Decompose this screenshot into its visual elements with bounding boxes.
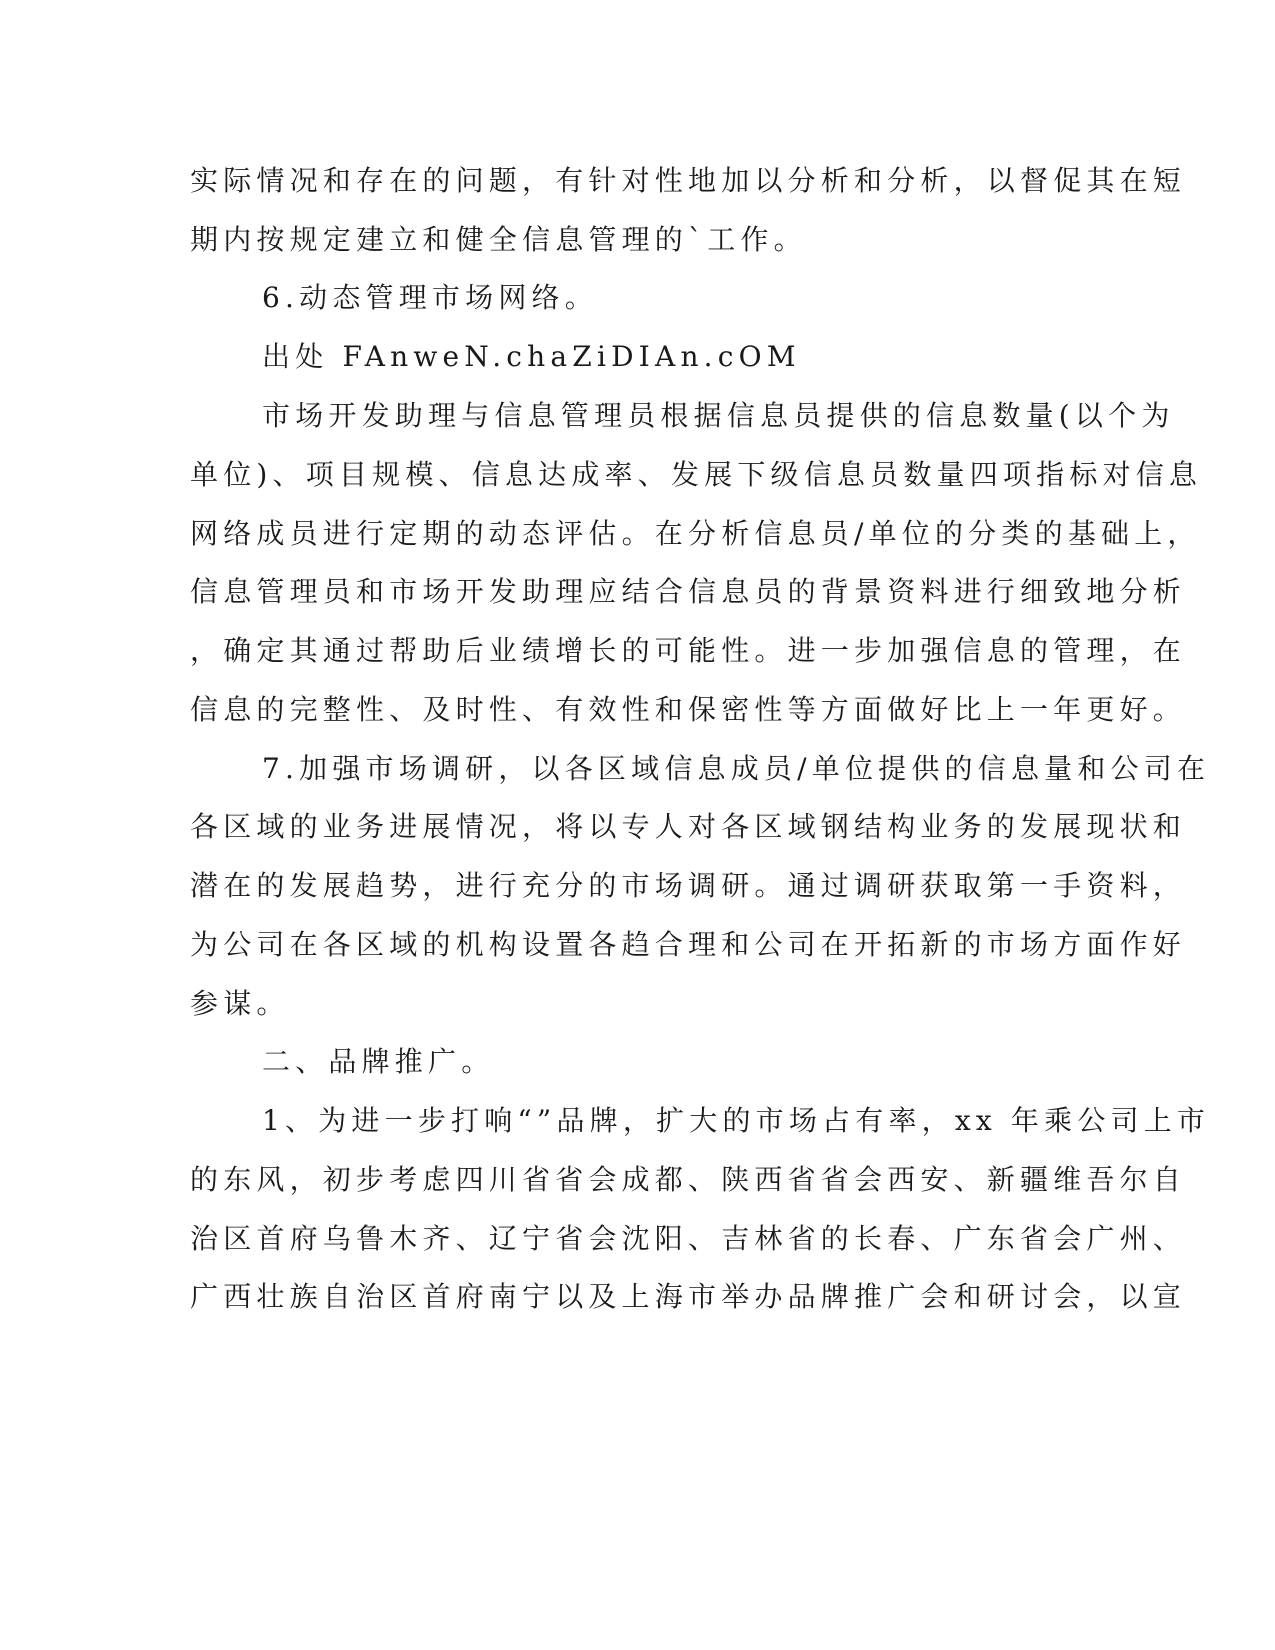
text-line: 1、为进一步打响“”品牌，扩大的市场占有率，xx 年乘公司上市 — [262, 1104, 1211, 1137]
text-line: 信息的完整性、及时性、有效性和保密性等方面做好比上一年更好。 — [190, 693, 1187, 726]
source-line: 出处 FAnweN.chaZiDIAn.cOM — [262, 340, 801, 373]
text-line: 实际情况和存在的问题，有针对性地加以分析和分析，以督促其在短 — [190, 164, 1187, 197]
section-heading: 6.动态管理市场网络。 — [262, 281, 598, 314]
text-line: 期内按规定建立和健全信息管理的`工作。 — [190, 223, 807, 256]
text-line: 的东风，初步考虑四川省省会成都、陕西省省会西安、新疆维吾尔自 — [190, 1163, 1187, 1196]
text-line: 单位)、项目规模、信息达成率、发展下级信息员数量四项指标对信息 — [190, 458, 1203, 491]
text-line: 市场开发助理与信息管理员根据信息员提供的信息数量(以个为 — [262, 399, 1175, 432]
text-line: 潜在的发展趋势，进行充分的市场调研。通过调研获取第一手资料， — [190, 869, 1187, 902]
text-line: 信息管理员和市场开发助理应结合信息员的背景资料进行细致地分析 — [190, 575, 1187, 608]
text-line: ，确定其通过帮助后业绩增长的可能性。进一步加强信息的管理，在 — [190, 634, 1187, 667]
text-line: 7.加强市场调研，以各区域信息成员/单位提供的信息量和公司在 — [262, 752, 1211, 785]
text-line: 治区首府乌鲁木齐、辽宁省会沈阳、吉林省的长春、广东省会广州、 — [190, 1222, 1187, 1255]
text-line: 为公司在各区域的机构设置各趋合理和公司在开拓新的市场方面作好 — [190, 928, 1187, 961]
text-line: 各区域的业务进展情况，将以专人对各区域钢结构业务的发展现状和 — [190, 810, 1187, 843]
section-heading: 二、品牌推广。 — [262, 1045, 495, 1078]
text-line: 参谋。 — [190, 987, 290, 1020]
text-line: 网络成员进行定期的动态评估。在分析信息员/单位的分类的基础上， — [190, 517, 1201, 550]
text-line: 广西壮族自治区首府南宁以及上海市举办品牌推广会和研讨会，以宣 — [190, 1280, 1187, 1313]
